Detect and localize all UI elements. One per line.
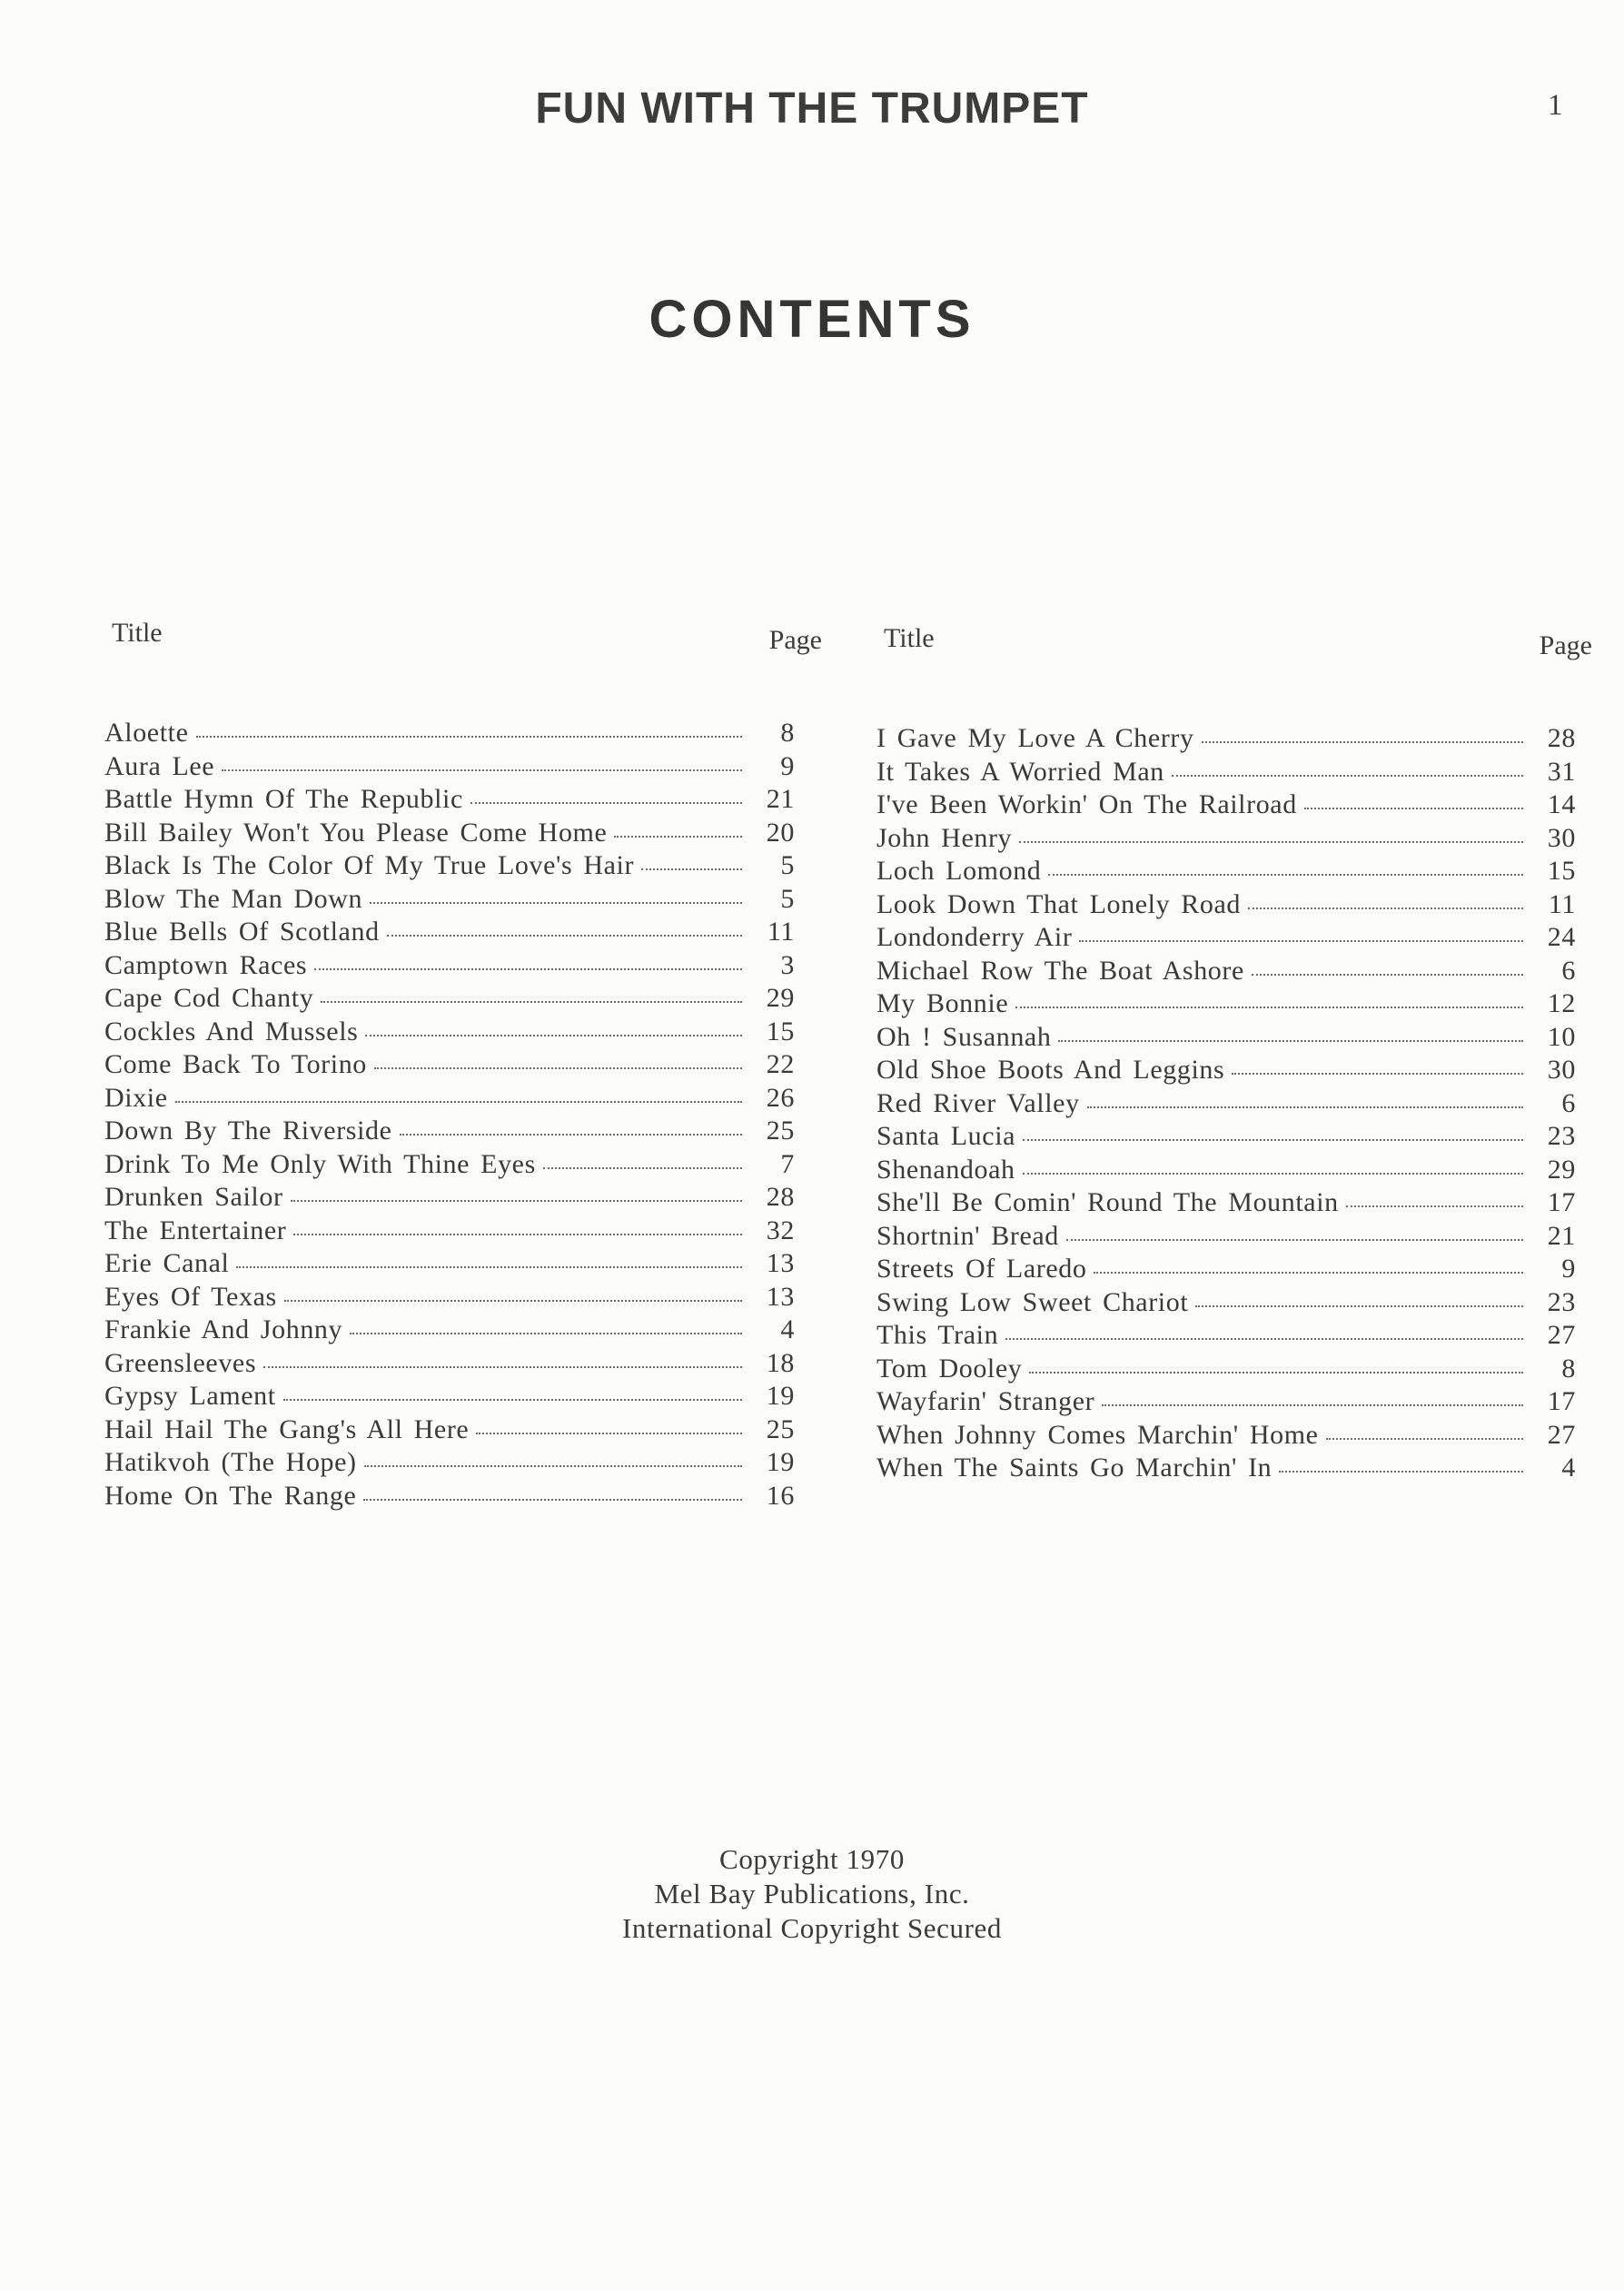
- entry-title: Hatikvoh (The Hope): [104, 1447, 357, 1477]
- toc-entry: [104, 1481, 822, 1514]
- entry-title: Bill Bailey Won't You Please Come Home: [104, 817, 608, 848]
- dot-leader: [476, 1433, 742, 1434]
- dot-leader: [1079, 940, 1523, 942]
- international-copyright-line: International Copyright Secured: [621, 1912, 1003, 1944]
- entry-title: Battle Hymn Of The Republic: [104, 784, 463, 814]
- toc-entry: [104, 784, 822, 818]
- entry-page-number: 28: [766, 1182, 795, 1212]
- entry-title: Erie Canal: [104, 1248, 230, 1278]
- toc-entry: [876, 1420, 1592, 1453]
- entry-title: When Johnny Comes Marchin' Home: [876, 1419, 1319, 1450]
- dot-leader: [1326, 1438, 1523, 1440]
- entry-title: Look Down That Lonely Road: [876, 888, 1241, 919]
- toc-entry: [104, 1182, 822, 1215]
- toc-entry: [104, 751, 822, 785]
- toc-entry: [876, 1187, 1592, 1221]
- entry-page-number: 5: [780, 883, 795, 914]
- entry-title: When The Saints Go Marchin' In: [876, 1453, 1272, 1483]
- toc-entry: [104, 1215, 822, 1249]
- dot-leader: [1232, 1073, 1523, 1075]
- dot-leader: [293, 1234, 742, 1235]
- page-column-label: Page: [1539, 630, 1592, 660]
- entry-page-number: 12: [1547, 988, 1576, 1018]
- dot-leader: [350, 1333, 742, 1334]
- entry-title: I Gave My Love A Cherry: [876, 723, 1194, 753]
- dot-leader: [370, 902, 742, 904]
- dot-leader: [641, 868, 742, 870]
- dot-leader: [1029, 1372, 1523, 1374]
- entry-title: Red River Valley: [876, 1087, 1080, 1118]
- entry-page-number: 13: [766, 1248, 795, 1278]
- page-column-label: Page: [768, 625, 822, 655]
- entry-page-number: 11: [1548, 888, 1576, 919]
- entry-page-number: 22: [766, 1049, 795, 1079]
- entry-page-number: 31: [1547, 756, 1576, 787]
- toc-entry: [104, 850, 822, 884]
- entry-page-number: 3: [780, 949, 795, 980]
- toc-entry: [876, 723, 1592, 757]
- entry-page-number: 30: [1547, 1055, 1576, 1085]
- entry-title: Frankie And Johnny: [104, 1314, 343, 1344]
- toc-entry: [104, 884, 822, 917]
- entry-title: Shortnin' Bread: [876, 1220, 1059, 1251]
- entry-title: Aloette: [104, 718, 189, 748]
- toc-entry: [876, 1088, 1592, 1122]
- entry-page-number: 29: [766, 983, 795, 1013]
- copyright-notice: [0, 1842, 1624, 1946]
- toc-entry: [876, 823, 1592, 857]
- entry-page-number: 23: [1547, 1286, 1576, 1317]
- entry-page-number: 9: [1561, 1254, 1576, 1284]
- column-header: [104, 618, 822, 654]
- entry-page-number: 15: [766, 1016, 795, 1046]
- dot-leader: [470, 802, 742, 804]
- dot-leader: [1023, 1173, 1523, 1175]
- toc-entry: [876, 889, 1592, 923]
- entry-page-number: 16: [766, 1480, 795, 1511]
- toc-entry: [876, 922, 1592, 956]
- contents-column-left: [104, 618, 822, 1511]
- toc-entry: [876, 1320, 1592, 1354]
- entry-title: Blow The Man Down: [104, 883, 363, 914]
- dot-leader: [1015, 1007, 1523, 1008]
- dot-leader: [236, 1266, 742, 1268]
- toc-entry: [104, 1447, 822, 1481]
- entry-title: Drink To Me Only With Thine Eyes: [104, 1148, 536, 1179]
- dot-leader: [321, 1001, 742, 1003]
- toc-entry: [876, 956, 1592, 989]
- toc-entry: [876, 1022, 1592, 1056]
- entry-title: It Takes A Worried Man: [876, 756, 1164, 787]
- entry-page-number: 27: [1547, 1419, 1576, 1450]
- dot-leader: [1252, 974, 1523, 976]
- toc-entry: [876, 1155, 1592, 1188]
- entry-page-number: 13: [766, 1281, 795, 1312]
- dot-leader: [374, 1067, 742, 1069]
- entry-page-number: 14: [1547, 789, 1576, 819]
- entry-title: Camptown Races: [104, 949, 308, 980]
- dot-leader: [263, 1366, 742, 1368]
- dot-leader: [1048, 874, 1523, 876]
- toc-entry: [104, 983, 822, 1017]
- entry-page-number: 23: [1547, 1121, 1576, 1151]
- entry-title: Eyes Of Texas: [104, 1281, 277, 1312]
- entry-title: Cockles And Mussels: [104, 1016, 359, 1046]
- dot-leader: [1195, 1305, 1523, 1307]
- dot-leader: [1023, 1139, 1523, 1141]
- toc-entry: [876, 1386, 1592, 1420]
- dot-leader: [543, 1167, 742, 1169]
- dot-leader: [1248, 907, 1523, 909]
- entry-page-number: 8: [1561, 1353, 1576, 1384]
- toc-entry: [104, 1248, 822, 1282]
- entry-title: Streets Of Laredo: [876, 1254, 1087, 1284]
- toc-entry: [104, 1314, 822, 1348]
- toc-entry: [876, 1055, 1592, 1088]
- dot-leader: [1019, 841, 1523, 843]
- entry-page-number: 19: [766, 1447, 795, 1477]
- dot-leader: [1279, 1471, 1523, 1473]
- toc-entry: [876, 1453, 1592, 1486]
- page-number: 1: [1548, 89, 1563, 122]
- entry-page-number: 6: [1561, 1087, 1576, 1118]
- entry-page-number: 7: [780, 1148, 795, 1179]
- dot-leader: [365, 1035, 742, 1036]
- entry-title: Dixie: [104, 1082, 168, 1113]
- dot-leader: [314, 968, 742, 970]
- dot-leader: [400, 1134, 742, 1136]
- publisher-line: Mel Bay Publications, Inc.: [654, 1878, 970, 1909]
- toc-entry: [876, 988, 1592, 1022]
- dot-leader: [1304, 808, 1523, 809]
- entry-title: She'll Be Comin' Round The Mountain: [876, 1187, 1339, 1217]
- entry-title: Blue Bells Of Scotland: [104, 917, 380, 947]
- entry-title: Swing Low Sweet Chariot: [876, 1286, 1189, 1317]
- toc-entry: [104, 1017, 822, 1050]
- entry-list-right: [876, 723, 1592, 1486]
- toc-entry: [104, 1149, 822, 1183]
- entry-title: Michael Row The Boat Ashore: [876, 955, 1244, 986]
- entry-page-number: 17: [1547, 1187, 1576, 1217]
- entry-page-number: 17: [1547, 1386, 1576, 1416]
- toc-entry: [876, 757, 1592, 790]
- toc-entry: [876, 1354, 1592, 1387]
- entry-title: My Bonnie: [876, 988, 1009, 1018]
- toc-entry: [104, 818, 822, 851]
- dot-leader: [1066, 1239, 1523, 1241]
- entry-title: This Train: [876, 1320, 999, 1350]
- entry-title: Loch Lomond: [876, 856, 1042, 886]
- column-header: [876, 623, 1592, 660]
- dot-leader: [222, 769, 742, 771]
- entry-title: Londonderry Air: [876, 922, 1073, 952]
- toc-entry: [876, 789, 1592, 823]
- entry-title: Wayfarin' Stranger: [876, 1386, 1095, 1416]
- entry-page-number: 32: [766, 1215, 795, 1245]
- dot-leader: [614, 836, 742, 838]
- entry-title: Aura Lee: [104, 750, 215, 781]
- entry-title: Down By The Riverside: [104, 1116, 392, 1146]
- entry-page-number: 28: [1547, 723, 1576, 753]
- toc-entry: [104, 1381, 822, 1414]
- entry-page-number: 11: [767, 917, 795, 947]
- entry-page-number: 21: [766, 784, 795, 814]
- entry-page-number: 6: [1561, 955, 1576, 986]
- toc-entry: [104, 1116, 822, 1149]
- dot-leader: [1005, 1338, 1523, 1340]
- book-title: FUN WITH THE TRUMPET: [535, 84, 1089, 133]
- entry-page-number: 9: [780, 750, 795, 781]
- copyright-line: Copyright 1970: [719, 1843, 905, 1875]
- toc-entry: [104, 1348, 822, 1382]
- entry-title: Old Shoe Boots And Leggins: [876, 1055, 1225, 1085]
- entry-title: Santa Lucia: [876, 1121, 1016, 1151]
- dot-leader: [1202, 741, 1523, 743]
- entry-title: Cape Cod Chanty: [104, 983, 314, 1013]
- entry-page-number: 29: [1547, 1154, 1576, 1185]
- entry-page-number: 25: [766, 1116, 795, 1146]
- dot-leader: [1172, 775, 1523, 777]
- entry-list-left: [104, 718, 822, 1513]
- entry-page-number: 18: [766, 1347, 795, 1378]
- title-column-label: Title: [112, 618, 163, 648]
- toc-entry: [876, 1121, 1592, 1155]
- entry-page-number: 4: [1561, 1453, 1576, 1483]
- dot-leader: [1087, 1106, 1523, 1108]
- entry-title: Greensleeves: [104, 1347, 257, 1378]
- entry-page-number: 4: [780, 1314, 795, 1344]
- toc-entry: [104, 718, 822, 751]
- dot-leader: [1058, 1040, 1523, 1042]
- dot-leader: [363, 1499, 742, 1501]
- toc-entry: [104, 1049, 822, 1083]
- entry-title: Drunken Sailor: [104, 1182, 283, 1212]
- dot-leader: [291, 1200, 742, 1202]
- entry-title: Black Is The Color Of My True Love's Hair: [104, 850, 635, 880]
- dot-leader: [196, 736, 742, 738]
- entry-title: I've Been Workin' On The Railroad: [876, 789, 1297, 819]
- entry-title: Tom Dooley: [876, 1353, 1023, 1384]
- toc-entry: [876, 1221, 1592, 1255]
- contents-heading: CONTENTS: [649, 290, 975, 349]
- toc-entry: [104, 917, 822, 950]
- entry-page-number: 30: [1547, 822, 1576, 853]
- entry-title: Come Back To Torino: [104, 1049, 367, 1079]
- entry-page-number: 19: [766, 1381, 795, 1411]
- entry-page-number: 24: [1547, 922, 1576, 952]
- toc-entry: [876, 856, 1592, 889]
- entry-title: John Henry: [876, 822, 1013, 853]
- entry-title: Shenandoah: [876, 1154, 1015, 1185]
- entry-page-number: 21: [1547, 1220, 1576, 1251]
- toc-entry: [104, 1083, 822, 1116]
- toc-entry: [104, 1282, 822, 1315]
- toc-entry: [104, 1414, 822, 1448]
- dot-leader: [1094, 1272, 1523, 1274]
- entry-page-number: 8: [780, 718, 795, 748]
- entry-title: Gypsy Lament: [104, 1381, 276, 1411]
- entry-page-number: 25: [766, 1413, 795, 1444]
- dot-leader: [387, 935, 742, 937]
- dot-leader: [175, 1101, 742, 1103]
- dot-leader: [284, 1300, 742, 1302]
- entry-page-number: 27: [1547, 1320, 1576, 1350]
- entry-title: Oh ! Susannah: [876, 1021, 1052, 1052]
- entry-title: Home On The Range: [104, 1480, 357, 1511]
- dot-leader: [364, 1465, 742, 1467]
- toc-entry: [876, 1287, 1592, 1321]
- dot-leader: [1102, 1404, 1523, 1406]
- toc-entry: [104, 950, 822, 984]
- entry-title: Hail Hail The Gang's All Here: [104, 1413, 470, 1444]
- entry-page-number: 10: [1547, 1021, 1576, 1052]
- dot-leader: [1346, 1205, 1523, 1207]
- toc-entry: [876, 1254, 1592, 1287]
- contents-column-right: [876, 623, 1592, 1483]
- entry-page-number: 15: [1547, 856, 1576, 886]
- entry-title: The Entertainer: [104, 1215, 287, 1245]
- entry-page-number: 5: [780, 850, 795, 880]
- entry-page-number: 26: [766, 1082, 795, 1113]
- dot-leader: [283, 1399, 742, 1401]
- title-column-label: Title: [884, 623, 935, 653]
- entry-page-number: 20: [766, 817, 795, 848]
